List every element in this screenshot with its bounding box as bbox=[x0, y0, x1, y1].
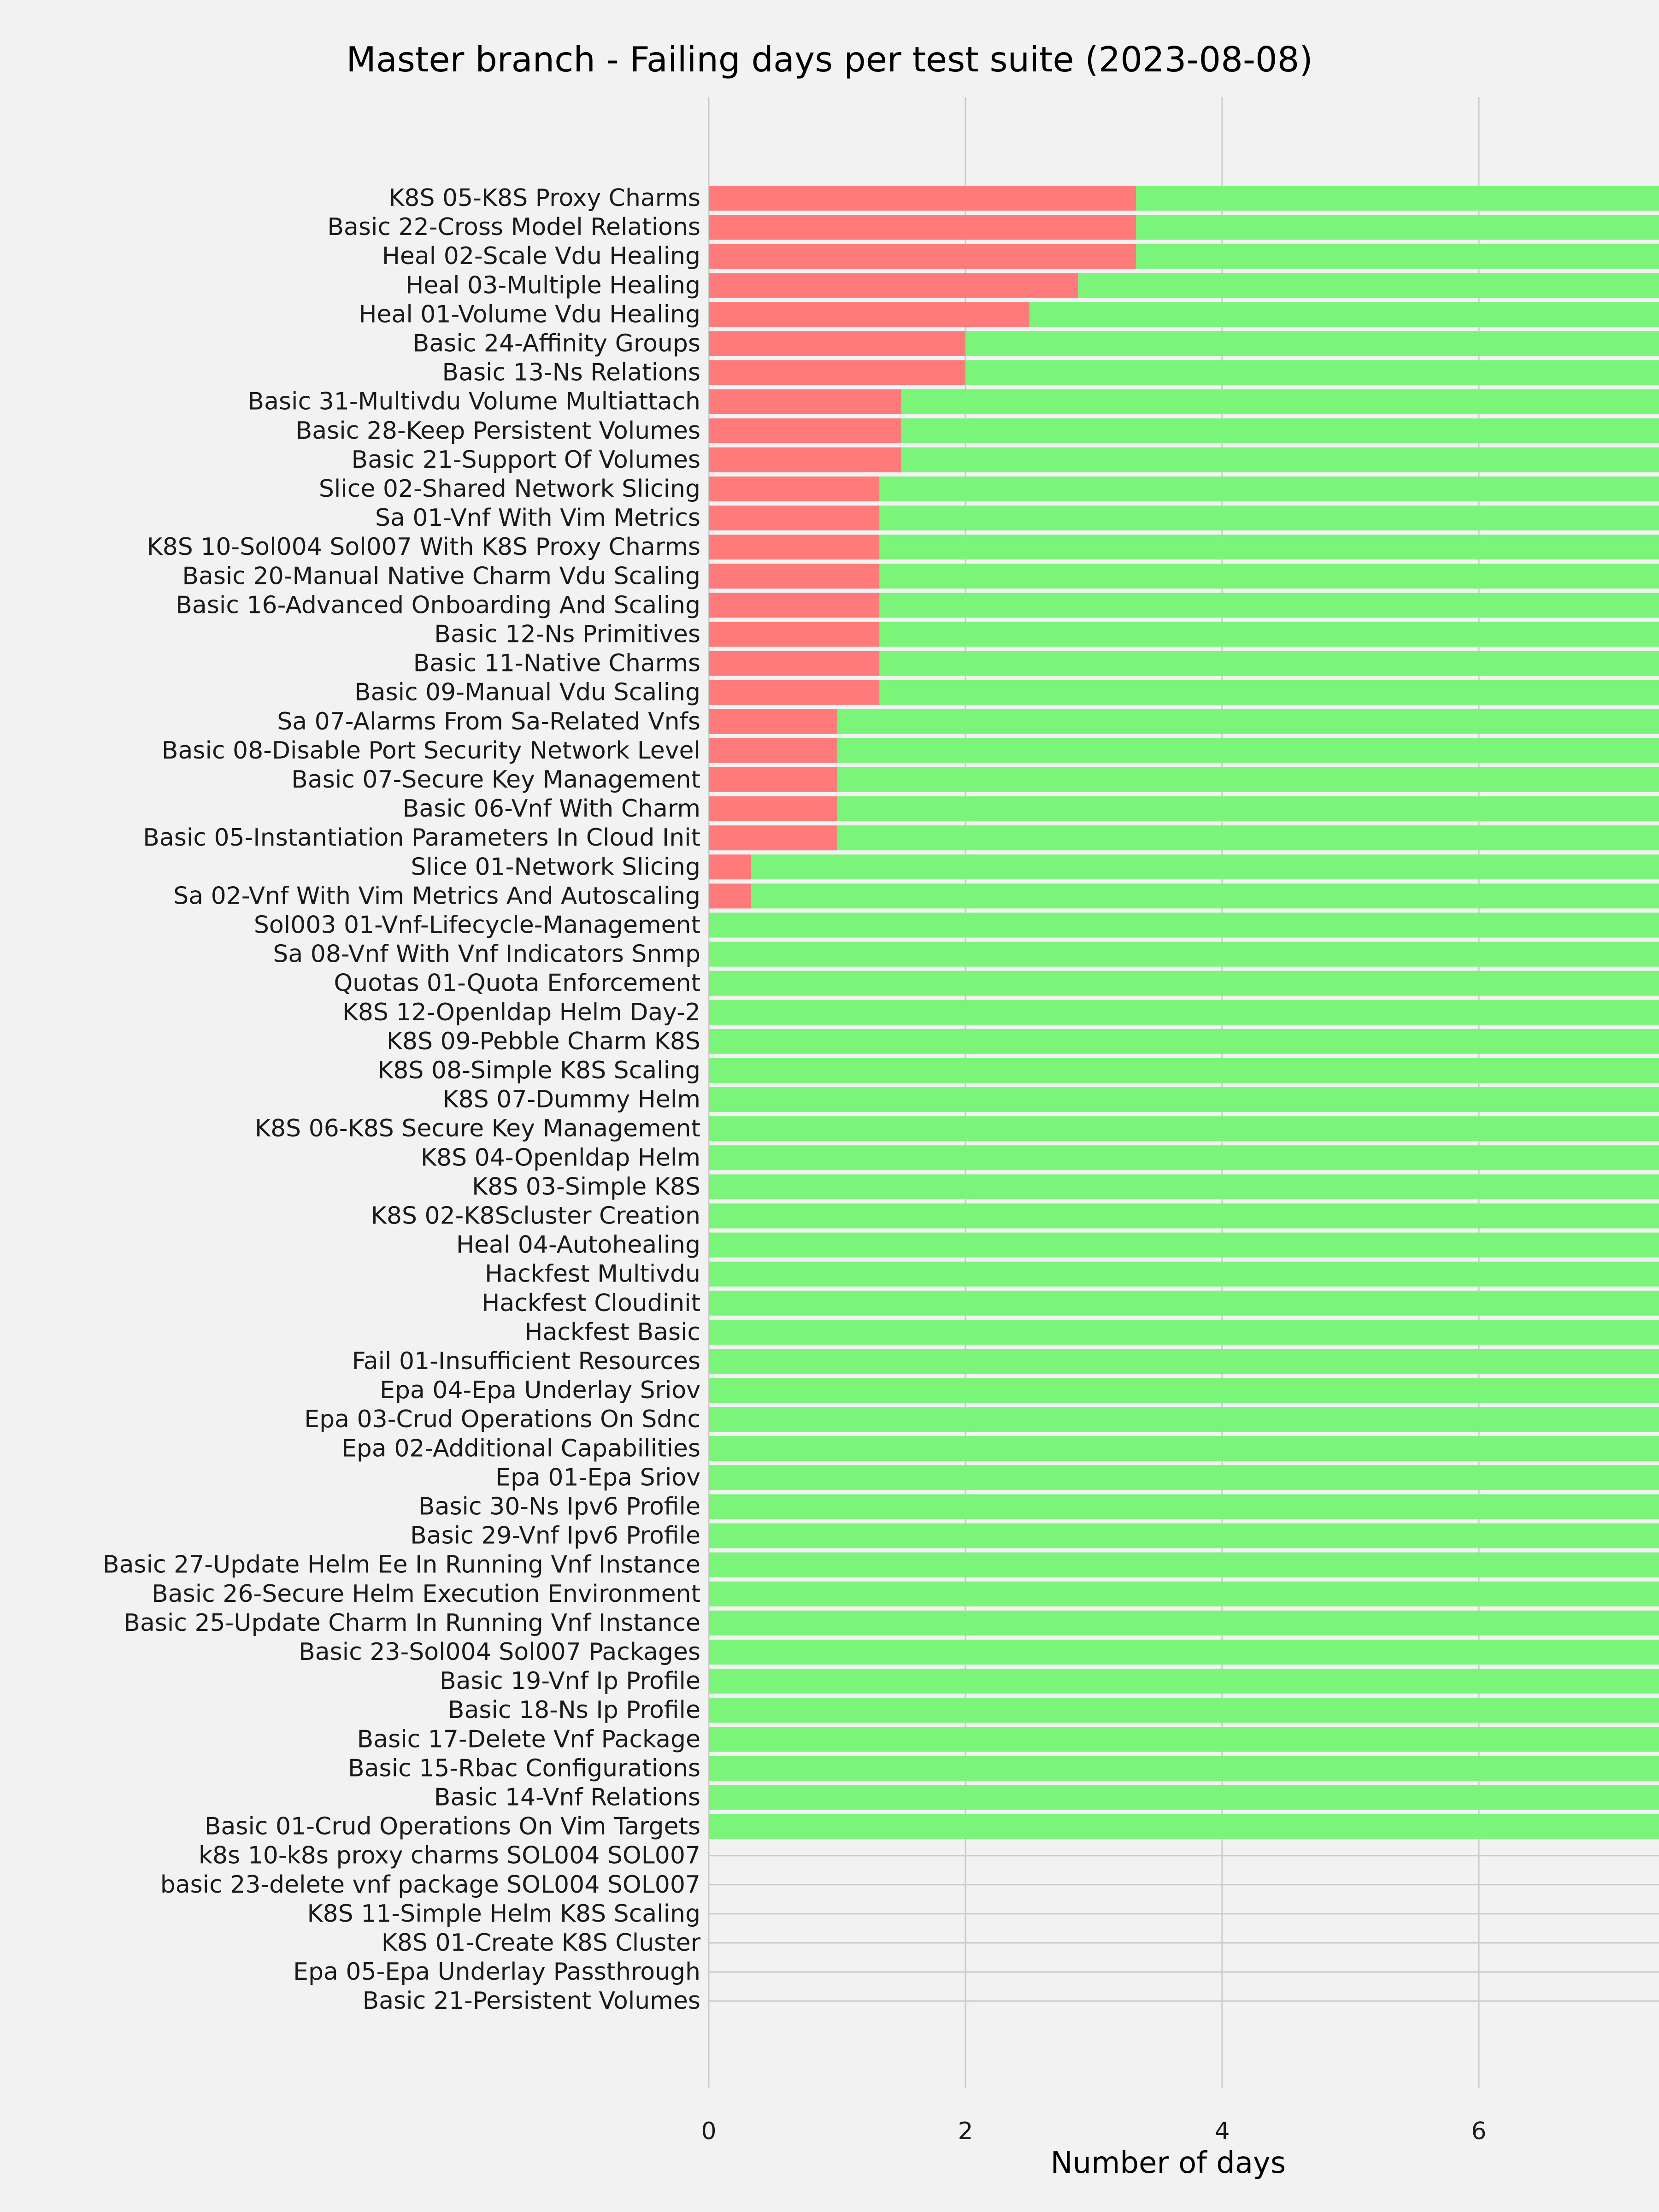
bar-failing-days bbox=[709, 506, 879, 530]
bar-passing-days bbox=[751, 854, 1659, 879]
y-tick-label: Sa 08-Vnf With Vnf Indicators Snmp bbox=[273, 940, 700, 968]
y-tick-label: Heal 04-Autohealing bbox=[456, 1231, 700, 1259]
y-tick-label: Quotas 01-Quota Enforcement bbox=[334, 969, 700, 997]
y-tick-label: Basic 11-Native Charms bbox=[413, 649, 700, 677]
bar-failing-days bbox=[709, 564, 879, 588]
bar-failing-days bbox=[709, 244, 1136, 269]
bar-passing-days bbox=[965, 331, 1659, 356]
y-tick-label: Basic 25-Update Charm In Running Vnf Instance bbox=[124, 1609, 700, 1637]
bar-passing-days bbox=[879, 535, 1659, 559]
y-tick-label: Basic 21-Support Of Volumes bbox=[351, 446, 700, 474]
bar-passing-days bbox=[709, 1436, 1659, 1461]
bar-passing-days bbox=[709, 1204, 1659, 1229]
bar-failing-days bbox=[709, 767, 837, 792]
bar-passing-days bbox=[709, 1087, 1659, 1112]
bar-passing-days bbox=[879, 680, 1659, 705]
y-tick-label: Basic 17-Delete Vnf Package bbox=[357, 1725, 700, 1753]
y-tick-label: Hackfest Multivdu bbox=[485, 1260, 700, 1288]
bar-failing-days bbox=[709, 796, 837, 821]
bar-failing-days bbox=[709, 680, 879, 705]
y-tick-label: Basic 06-Vnf With Charm bbox=[402, 795, 700, 823]
y-tick-label: Basic 07-Secure Key Management bbox=[291, 766, 700, 794]
bar-passing-days bbox=[709, 1727, 1659, 1752]
y-tick-label: Epa 02-Additional Capabilities bbox=[341, 1435, 700, 1463]
y-tick-label: Slice 02-Shared Network Slicing bbox=[318, 475, 700, 503]
y-tick-label: Basic 20-Manual Native Charm Vdu Scaling bbox=[182, 562, 700, 590]
y-tick-label: Sa 01-Vnf With Vim Metrics bbox=[375, 504, 700, 532]
bar-passing-days bbox=[709, 1553, 1659, 1577]
y-tick-label: K8S 10-Sol004 Sol007 With K8S Proxy Charms bbox=[147, 533, 700, 561]
bar-failing-days bbox=[709, 535, 879, 559]
y-tick-label: Epa 04-Epa Underlay Sriov bbox=[380, 1377, 700, 1405]
y-tick-label: basic 23-delete vnf package SOL004 SOL007 bbox=[160, 1871, 700, 1899]
y-tick-label: Basic 01-Crud Operations On Vim Targets bbox=[204, 1812, 700, 1841]
bar-passing-days bbox=[1136, 215, 1659, 240]
bar-passing-days bbox=[879, 593, 1659, 618]
bar-passing-days bbox=[879, 622, 1659, 647]
bar-passing-days bbox=[837, 738, 1659, 763]
bar-passing-days bbox=[709, 942, 1659, 967]
bar-passing-days bbox=[837, 796, 1659, 821]
y-tick-label: Basic 15-Rbac Configurations bbox=[348, 1754, 700, 1783]
bar-failing-days bbox=[709, 883, 751, 908]
y-tick-label: Epa 05-Epa Underlay Passthrough bbox=[293, 1958, 700, 1986]
y-tick-label: Basic 12-Ns Primitives bbox=[434, 620, 700, 648]
bar-passing-days bbox=[1136, 186, 1659, 211]
y-tick-label: Epa 03-Crud Operations On Sdnc bbox=[304, 1406, 700, 1434]
bar-failing-days bbox=[709, 709, 837, 734]
y-tick-label: Fail 01-Insufficient Resources bbox=[352, 1347, 700, 1375]
bar-passing-days bbox=[879, 651, 1659, 676]
y-tick-label: K8S 06-K8S Secure Key Management bbox=[254, 1115, 700, 1143]
chart-title: Master branch - Failing days per test suite (2023-08-08) bbox=[346, 39, 1313, 80]
bar-passing-days bbox=[837, 825, 1659, 850]
bar-passing-days bbox=[709, 1640, 1659, 1665]
y-tick-label: Basic 18-Ns Ip Profile bbox=[447, 1696, 700, 1724]
bar-passing-days bbox=[901, 447, 1659, 472]
y-tick-label: Basic 22-Cross Model Relations bbox=[327, 213, 700, 241]
bar-passing-days bbox=[709, 1262, 1659, 1287]
y-tick-label: k8s 10-k8s proxy charms SOL004 SOL007 bbox=[198, 1841, 700, 1870]
y-tick-label: K8S 05-K8S Proxy Charms bbox=[388, 184, 700, 212]
bar-failing-days bbox=[709, 418, 901, 443]
bar-passing-days bbox=[709, 1058, 1659, 1083]
y-tick-label: Sol003 01-Vnf-Lifecycle-Management bbox=[253, 911, 700, 939]
bar-passing-days bbox=[837, 709, 1659, 734]
y-tick-label: Basic 24-Affinity Groups bbox=[412, 329, 700, 358]
bar-passing-days bbox=[879, 564, 1659, 588]
y-tick-label: Basic 21-Persistent Volumes bbox=[362, 1987, 700, 2015]
bar-failing-days bbox=[709, 477, 879, 501]
bar-failing-days bbox=[709, 389, 901, 414]
bar-passing-days bbox=[709, 1116, 1659, 1141]
bar-passing-days bbox=[709, 1785, 1659, 1810]
y-tick-label: Basic 26-Secure Helm Execution Environment bbox=[152, 1580, 700, 1608]
y-tick-label: Basic 31-Multivdu Volume Multiattach bbox=[247, 388, 700, 416]
bar-passing-days bbox=[1078, 273, 1659, 298]
y-tick-label: Basic 09-Manual Vdu Scaling bbox=[354, 678, 700, 706]
bar-failing-days bbox=[709, 186, 1136, 211]
y-tick-label: K8S 12-Openldap Helm Day-2 bbox=[342, 998, 700, 1026]
bar-passing-days bbox=[709, 1029, 1659, 1054]
bar-passing-days bbox=[709, 1814, 1659, 1839]
bar-passing-days bbox=[1030, 302, 1659, 327]
bar-passing-days bbox=[709, 1233, 1659, 1258]
bar-passing-days bbox=[965, 360, 1659, 385]
y-tick-label: Basic 23-Sol004 Sol007 Packages bbox=[299, 1638, 700, 1666]
y-tick-label: K8S 08-Simple K8S Scaling bbox=[377, 1057, 700, 1084]
bar-passing-days bbox=[709, 1145, 1659, 1170]
y-tick-label: K8S 11-Simple Helm K8S Scaling bbox=[307, 1900, 700, 1928]
bar-failing-days bbox=[709, 447, 901, 472]
bar-failing-days bbox=[709, 738, 837, 763]
bar-failing-days bbox=[709, 302, 1030, 327]
y-tick-label: Sa 02-Vnf With Vim Metrics And Autoscaling bbox=[173, 882, 700, 910]
bar-failing-days bbox=[709, 825, 837, 850]
bar-passing-days bbox=[709, 1291, 1659, 1316]
bar-passing-days bbox=[901, 418, 1659, 443]
bar-passing-days bbox=[709, 1494, 1659, 1519]
bar-failing-days bbox=[709, 651, 879, 676]
y-tick-label: Heal 01-Volume Vdu Healing bbox=[359, 300, 700, 329]
bar-passing-days bbox=[901, 389, 1659, 414]
y-tick-label: Basic 27-Update Helm Ee In Running Vnf Instance bbox=[102, 1551, 700, 1579]
y-tick-label: Hackfest Cloudinit bbox=[482, 1289, 700, 1317]
y-tick-label: K8S 01-Create K8S Cluster bbox=[381, 1929, 700, 1957]
x-tick-label: 0 bbox=[701, 2118, 717, 2145]
bar-passing-days bbox=[1136, 244, 1659, 269]
bar-failing-days bbox=[709, 622, 879, 647]
bar-passing-days bbox=[709, 1698, 1659, 1723]
y-tick-label: Basic 05-Instantiation Parameters In Cloud Init bbox=[143, 824, 700, 852]
y-tick-label: Heal 03-Multiple Healing bbox=[406, 271, 700, 300]
x-tick-label: 4 bbox=[1214, 2118, 1230, 2145]
y-tick-label: Hackfest Basic bbox=[524, 1318, 700, 1346]
bar-failing-days bbox=[709, 273, 1078, 298]
y-tick-label: Heal 02-Scale Vdu Healing bbox=[382, 242, 700, 271]
bar-passing-days bbox=[709, 1465, 1659, 1490]
bar-passing-days bbox=[709, 1756, 1659, 1781]
bar-passing-days bbox=[709, 1378, 1659, 1403]
y-tick-label: K8S 09-Pebble Charm K8S bbox=[386, 1027, 700, 1055]
bar-passing-days bbox=[709, 1611, 1659, 1635]
x-tick-label: 6 bbox=[1471, 2118, 1487, 2145]
bar-passing-days bbox=[709, 1320, 1659, 1345]
y-tick-label: K8S 04-Openldap Helm bbox=[420, 1144, 700, 1172]
bar-passing-days bbox=[837, 767, 1659, 792]
bar-passing-days bbox=[879, 506, 1659, 530]
y-tick-label: Sa 07-Alarms From Sa-Related Vnfs bbox=[277, 707, 700, 735]
y-tick-label: Slice 01-Network Slicing bbox=[411, 853, 700, 881]
bar-passing-days bbox=[709, 1407, 1659, 1432]
y-tick-label: K8S 02-K8Scluster Creation bbox=[371, 1202, 700, 1230]
bar-passing-days bbox=[709, 1582, 1659, 1606]
x-tick-label: 2 bbox=[958, 2118, 973, 2145]
y-tick-label: K8S 03-Simple K8S bbox=[472, 1173, 700, 1201]
bar-passing-days bbox=[709, 913, 1659, 938]
y-tick-label: Basic 29-Vnf Ipv6 Profile bbox=[410, 1522, 700, 1550]
y-tick-label: Basic 14-Vnf Relations bbox=[434, 1783, 700, 1812]
bar-failing-days bbox=[709, 215, 1136, 240]
y-tick-label: Basic 30-Ns Ipv6 Profile bbox=[418, 1493, 700, 1521]
y-tick-label: K8S 07-Dummy Helm bbox=[442, 1086, 700, 1114]
bar-failing-days bbox=[709, 331, 965, 356]
bar-passing-days bbox=[879, 477, 1659, 501]
y-tick-label: Basic 19-Vnf Ip Profile bbox=[439, 1667, 700, 1695]
bar-failing-days bbox=[709, 854, 751, 879]
bar-passing-days bbox=[709, 1349, 1659, 1374]
bar-passing-days bbox=[751, 883, 1659, 908]
bar-failing-days bbox=[709, 593, 879, 618]
y-tick-label: Basic 13-Ns Relations bbox=[442, 359, 700, 387]
y-tick-label: Epa 01-Epa Sriov bbox=[495, 1464, 700, 1492]
bar-passing-days bbox=[709, 1669, 1659, 1694]
bar-passing-days bbox=[709, 1524, 1659, 1548]
x-axis-label: Number of days bbox=[1050, 2146, 1286, 2180]
bar-failing-days bbox=[709, 360, 965, 385]
bar-passing-days bbox=[709, 971, 1659, 996]
bars bbox=[709, 186, 1659, 1839]
y-tick-label: Basic 08-Disable Port Security Network Level bbox=[161, 736, 700, 765]
bar-passing-days bbox=[709, 1000, 1659, 1025]
bar-passing-days bbox=[709, 1174, 1659, 1199]
y-tick-label: Basic 28-Keep Persistent Volumes bbox=[295, 417, 700, 445]
y-tick-label: Basic 16-Advanced Onboarding And Scaling bbox=[176, 591, 700, 619]
